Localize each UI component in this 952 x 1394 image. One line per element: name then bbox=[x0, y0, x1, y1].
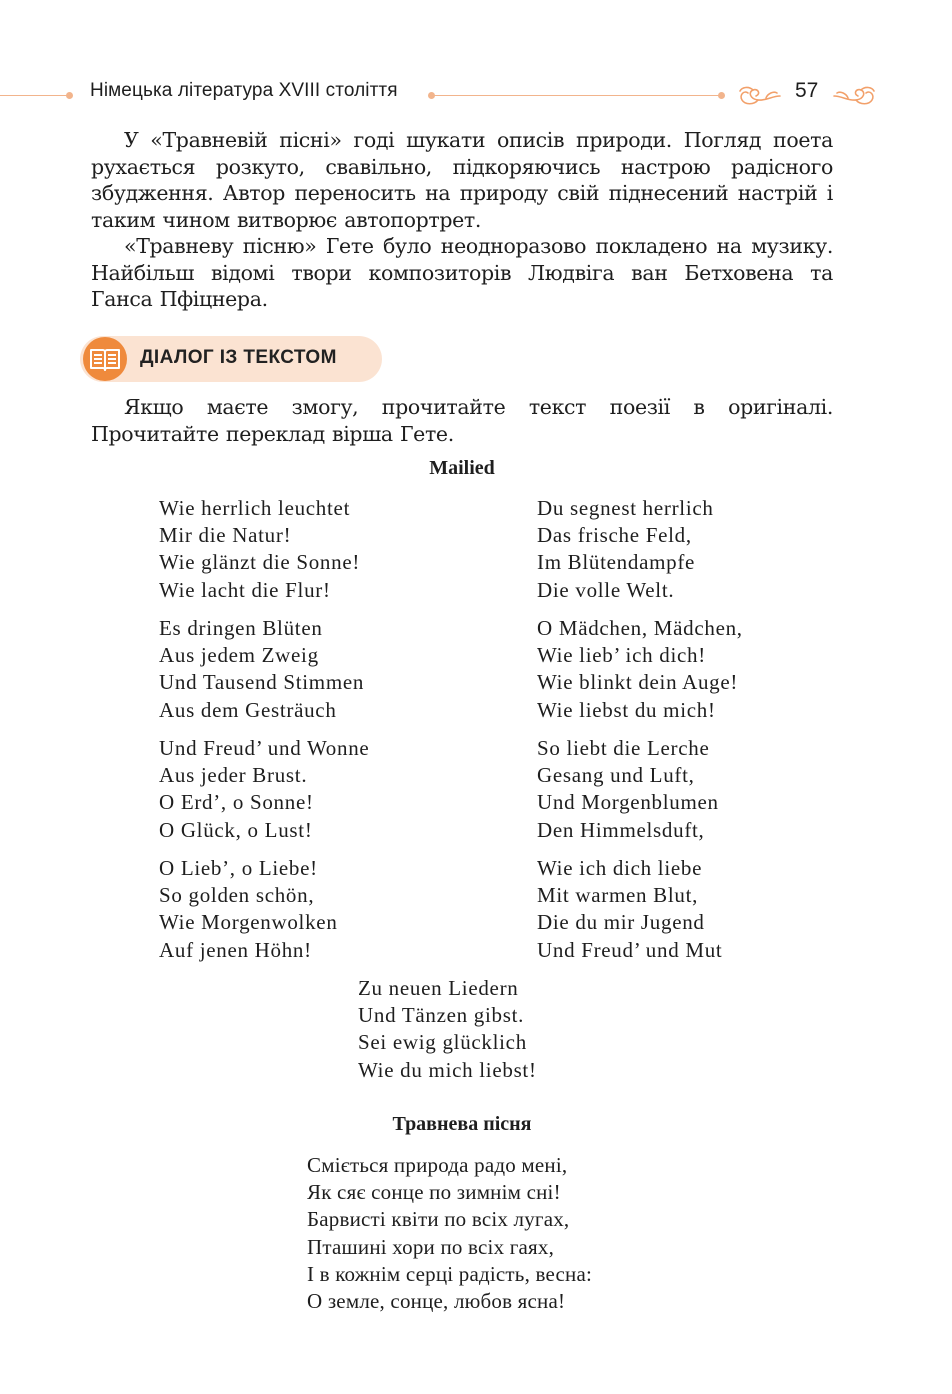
ornament-left-icon bbox=[736, 81, 782, 109]
poem-line: Sei ewig glücklich bbox=[358, 1030, 527, 1055]
poem-line: Und Morgenblumen bbox=[537, 790, 719, 815]
poem-line: Wie liebst du mich! bbox=[537, 697, 716, 722]
poem-line: Im Blütendampfe bbox=[537, 550, 696, 575]
poem-line: Wie lieb’ ich dich! bbox=[537, 643, 706, 668]
poem-line: O Glück, o Lust! bbox=[159, 817, 313, 842]
poem-line: So liebt die Lerche bbox=[537, 736, 710, 760]
header-rule-left bbox=[0, 95, 70, 96]
poem-line: Gesang und Luft, bbox=[537, 763, 695, 788]
poem-line: Aus dem Gesträuch bbox=[159, 697, 337, 722]
page-number: 57 bbox=[795, 79, 819, 102]
stanza-de-right-3 bbox=[537, 735, 719, 844]
poem-line: Und Tänzen gibst. bbox=[358, 1003, 525, 1028]
poem-line: Сміється природа радо мені, bbox=[307, 1153, 568, 1177]
poem-line: Wie herrlich leuchtet bbox=[159, 496, 351, 520]
stanza-de-left-3 bbox=[159, 735, 369, 844]
stanza-de-left-1 bbox=[159, 495, 360, 604]
poem-line: Wie lacht die Flur! bbox=[159, 577, 331, 602]
poem-title-uk: Травнева пісня bbox=[392, 1113, 532, 1135]
poem-line: О земле, сонце, любов ясна! bbox=[307, 1289, 566, 1314]
open-book-icon bbox=[83, 337, 127, 381]
poem-line: Mit warmen Blut, bbox=[537, 883, 699, 908]
stanza-de-right-2 bbox=[537, 615, 743, 724]
poem-line: So golden schön, bbox=[159, 883, 315, 908]
stanza-de-right-1 bbox=[537, 495, 714, 604]
poem-line: Es dringen Blüten bbox=[159, 616, 323, 640]
stanza-uk bbox=[307, 1152, 592, 1315]
poem-line: Die du mir Jugend bbox=[537, 910, 705, 935]
poem-line: O Lieb’, o Liebe! bbox=[159, 856, 318, 880]
poem-line: Zu neuen Liedern bbox=[358, 976, 519, 1000]
poem-line: O Mädchen, Mädchen, bbox=[537, 616, 743, 640]
poem-line: O Erd’, o Sonne! bbox=[159, 790, 314, 815]
poem-line: Wie ich dich liebe bbox=[537, 856, 703, 880]
stanza-de-left-4 bbox=[159, 855, 338, 964]
poem-line: Und Tausend Stimmen bbox=[159, 670, 365, 695]
poem-line: Aus jedem Zweig bbox=[159, 643, 319, 668]
poem-line: Пташині хори по всіх гаях, bbox=[307, 1234, 555, 1259]
poem-line: Die volle Welt. bbox=[537, 577, 675, 602]
poem-line: Und Freud’ und Wonne bbox=[159, 736, 370, 760]
poem-line: Mir die Natur! bbox=[159, 523, 292, 548]
poem-line: Und Freud’ und Mut bbox=[537, 937, 723, 962]
poem-line: І в кожнім серці радість, весна: bbox=[307, 1261, 593, 1286]
paragraph-1: У «Травневій пісні» годі шукати описів природи. Погляд поета рухається розкуто, свавільно, підкоряючись настрою радісного збудження. Автор переносить на природу свій піднесений настрій і таким чином витворює автопортрет. bbox=[91, 128, 833, 232]
poem-line: Wie glänzt die Sonne! bbox=[159, 550, 361, 575]
stanza-de-final bbox=[358, 975, 537, 1084]
stanza-de-left-2 bbox=[159, 615, 364, 724]
section-title: ДІАЛОГ ІЗ ТЕКСТОМ bbox=[140, 347, 337, 368]
poem-line: Як сяє сонце по зимнім сні! bbox=[307, 1180, 561, 1205]
poem-line: Den Himmelsduft, bbox=[537, 817, 705, 842]
poem-line: Das frische Feld, bbox=[537, 523, 692, 548]
poem-line: Wie Morgenwolken bbox=[159, 910, 338, 935]
poem-line: Auf jenen Höhn! bbox=[159, 937, 312, 962]
paragraph-2: «Травневу пісню» Гете було неодноразово покладено на музику. Найбільш відомі твори композиторів Людвіга ван Бетховена та Ганса Пфіцнера. bbox=[91, 234, 833, 311]
poem-line: Du segnest herrlich bbox=[537, 496, 714, 520]
header-dot-left bbox=[66, 92, 73, 99]
stanza-de-right-4 bbox=[537, 855, 722, 964]
ornament-right-icon bbox=[832, 81, 878, 109]
instruction-text: Якщо маєте змогу, прочитайте текст поезії в оригіналі. Прочитайте переклад вірша Гете. bbox=[91, 395, 833, 446]
poem-title-de: Mailied bbox=[429, 457, 495, 479]
running-header bbox=[0, 78, 952, 112]
poem-line: Wie du mich liebst! bbox=[358, 1057, 537, 1082]
header-rule-right bbox=[434, 95, 722, 96]
section-banner bbox=[80, 336, 382, 382]
header-dot-right bbox=[718, 92, 725, 99]
poem-line: Aus jeder Brust. bbox=[159, 763, 308, 788]
poem-line: Барвисті квіти по всіх лугах, bbox=[307, 1207, 570, 1232]
header-title: Німецька література XVIII століття bbox=[90, 80, 398, 101]
poem-line: Wie blinkt dein Auge! bbox=[537, 670, 739, 695]
